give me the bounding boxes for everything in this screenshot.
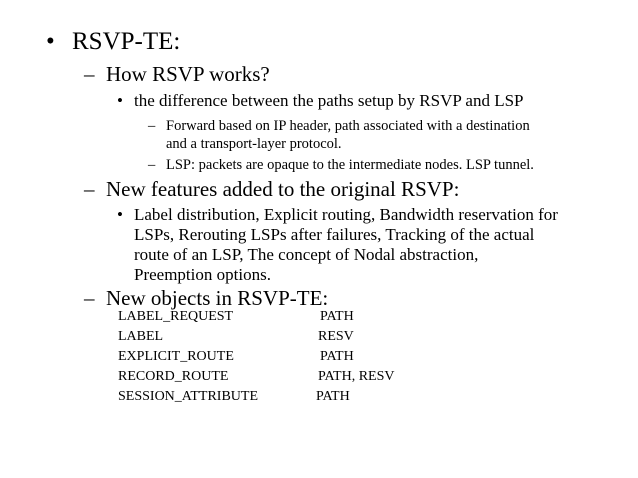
- object-message: PATH: [320, 349, 354, 364]
- section-1-heading: How RSVP works?: [106, 62, 270, 86]
- section-3-dash: –: [84, 286, 95, 310]
- section-1-sub-bullet: •: [117, 91, 123, 110]
- title-bullet: •: [46, 28, 55, 55]
- object-name: RECORD_ROUTE: [118, 369, 229, 384]
- section-1-dash: –: [84, 62, 95, 86]
- object-name: EXPLICIT_ROUTE: [118, 349, 234, 364]
- section-2-heading: New features added to the original RSVP:: [106, 177, 460, 201]
- object-name: SESSION_ATTRIBUTE: [118, 389, 259, 404]
- object-name: LABEL: [118, 329, 164, 344]
- object-message: PATH: [320, 309, 354, 324]
- section-2-sub-line-2: LSPs, Rerouting LSPs after failures, Tracking of the actual: [134, 225, 535, 244]
- object-message: PATH: [316, 389, 350, 404]
- object-name: LABEL_REQUEST: [118, 309, 234, 324]
- section-2-sub-line-3: route of an LSP, The concept of Nodal abstraction,: [134, 245, 479, 264]
- section-2-dash: –: [84, 177, 95, 201]
- section-3-heading: New objects in RSVP-TE:: [106, 286, 329, 310]
- section-1-item-1-line-2: and a transport-layer protocol.: [166, 136, 342, 152]
- object-message: PATH, RESV: [318, 369, 395, 384]
- section-1-item-2-line-1: LSP: packets are opaque to the intermediate nodes. LSP tunnel.: [166, 157, 534, 173]
- slide-title: RSVP-TE:: [72, 28, 181, 55]
- section-2-sub-line-4: Preemption options.: [134, 265, 271, 284]
- object-message: RESV: [318, 329, 354, 344]
- section-2-sub-line-1: Label distribution, Explicit routing, Bandwidth reservation for: [134, 205, 558, 224]
- section-2-sub-bullet: •: [117, 205, 123, 224]
- section-1-item-2-dash: –: [148, 157, 156, 173]
- section-1-item-1-dash: –: [148, 118, 156, 134]
- section-1-sub: the difference between the paths setup by RSVP and LSP: [134, 91, 524, 110]
- section-1-item-1-line-1: Forward based on IP header, path associated with a destination: [166, 118, 530, 134]
